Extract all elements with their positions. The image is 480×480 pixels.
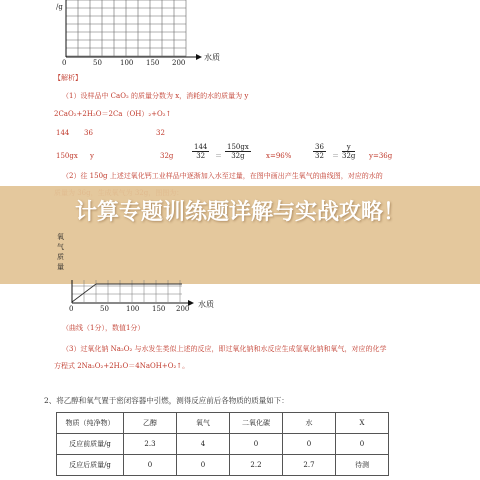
table-cell: 2.3 (124, 434, 177, 455)
mass-table (56, 412, 389, 476)
result-y: y=36g (369, 152, 393, 160)
top-graph-tick: 150 (146, 59, 160, 67)
fraction-equals: ＝ (332, 152, 339, 160)
table-cell: 0 (177, 455, 230, 476)
table-cell: 0 (230, 434, 283, 455)
table-row (57, 434, 389, 455)
ratio-value: 36 (84, 129, 93, 137)
fraction-150gx-32g: $\frac{150gx}{32g}$ (227, 143, 249, 160)
table-cell: 2.2 (230, 455, 283, 476)
lower-graph-y-label: 质 (57, 253, 64, 261)
ratio-value: 32 (156, 129, 165, 137)
top-graph-tick: 100 (120, 59, 134, 67)
table-cell: 反应后质量/g (57, 455, 124, 476)
table-header-cell: 二氧化碳 (230, 413, 283, 434)
question2-prompt: 2、将乙醇和氧气置于密闭容器中引燃，测得反应前后各物质的质量如下： (44, 396, 289, 405)
top-graph-y-unit: /g (56, 3, 63, 11)
table-cell: 反应前质量/g (57, 434, 124, 455)
lower-graph-y-label: 气 (57, 243, 64, 251)
lower-graph-tick: 150 (152, 305, 166, 313)
fraction-equals: ＝ (215, 152, 222, 160)
given-value: 150gx (56, 152, 78, 160)
lower-graph-tick: 0 (69, 305, 74, 313)
lower-graph-x-label: 水质 (198, 300, 214, 309)
solution-equation: 2CaO₂+2H₂O＝2Ca（OH）₂+O₂↑ (54, 110, 172, 118)
top-graph-x-label: 水质 (204, 53, 220, 62)
lower-graph-y-label: 量 (57, 263, 64, 271)
step3-line2: 方程式 2Na₂O₂+2H₂O＝4NaOH+O₂↑。 (54, 362, 190, 370)
lower-graph-tick: 50 (100, 305, 109, 313)
fraction-y-32g: $\frac{y}{32g}$ (342, 143, 356, 160)
table-header-cell: 乙醇 (124, 413, 177, 434)
step3-line1: （3）过氧化钠 Na₂O₂ 与水发生类似上述的反应，即过氧化钠和水反应生成氢氧化钠和氧气，对应的化学 (62, 345, 387, 353)
solution-step1: （1）设样品中 CaO₂ 的质量分数为 x，消耗的水的质量为 y (62, 92, 249, 100)
table-header-row (57, 413, 389, 434)
solution-heading: 【解析】 (54, 74, 82, 82)
given-value: 32g (160, 152, 174, 160)
table-header-cell: 水 (283, 413, 336, 434)
lower-graph-tick: 100 (126, 305, 140, 313)
table-cell: 4 (177, 434, 230, 455)
table-cell: 0 (124, 455, 177, 476)
top-graph-tick: 200 (172, 59, 186, 67)
table-row (57, 455, 389, 476)
table-cell: 0 (283, 434, 336, 455)
lower-graph-grid (72, 280, 182, 302)
top-graph-grid (66, 0, 186, 56)
ratio-value: 144 (56, 129, 70, 137)
fraction-36-32: $\frac{36}{32}$ (315, 143, 324, 160)
table-cell: 待测 (336, 455, 389, 476)
lower-graph-tick: 200 (176, 305, 190, 313)
given-value: y (90, 152, 94, 160)
curve-note: （曲线（1分），数值1分） (62, 324, 145, 332)
lower-graph-y-label: 氧 (57, 233, 64, 241)
table-cell: 0 (336, 434, 389, 455)
fraction-144-32: $\frac{144}{32}$ (194, 143, 208, 160)
table-header-cell: 氧气 (177, 413, 230, 434)
top-graph-x-arrow (196, 54, 202, 60)
banner-title: 计算专题训练题详解与实战攻略！ (74, 200, 405, 225)
table-header-cell: X (336, 413, 389, 434)
table-header-cell: 物质（纯净物） (57, 413, 124, 434)
top-graph-tick: 0 (62, 59, 67, 67)
result-x: x=96% (266, 152, 292, 160)
table-cell: 2.7 (283, 455, 336, 476)
lower-graph (0, 280, 480, 320)
top-graph (0, 0, 480, 80)
solution-step2-line1: （2）往 150g 上述过氧化钙工业样品中逐渐加入水至过量，在图中画出产生氧气的曲线图，对应的水的 (62, 172, 383, 180)
top-graph-tick: 50 (93, 59, 102, 67)
